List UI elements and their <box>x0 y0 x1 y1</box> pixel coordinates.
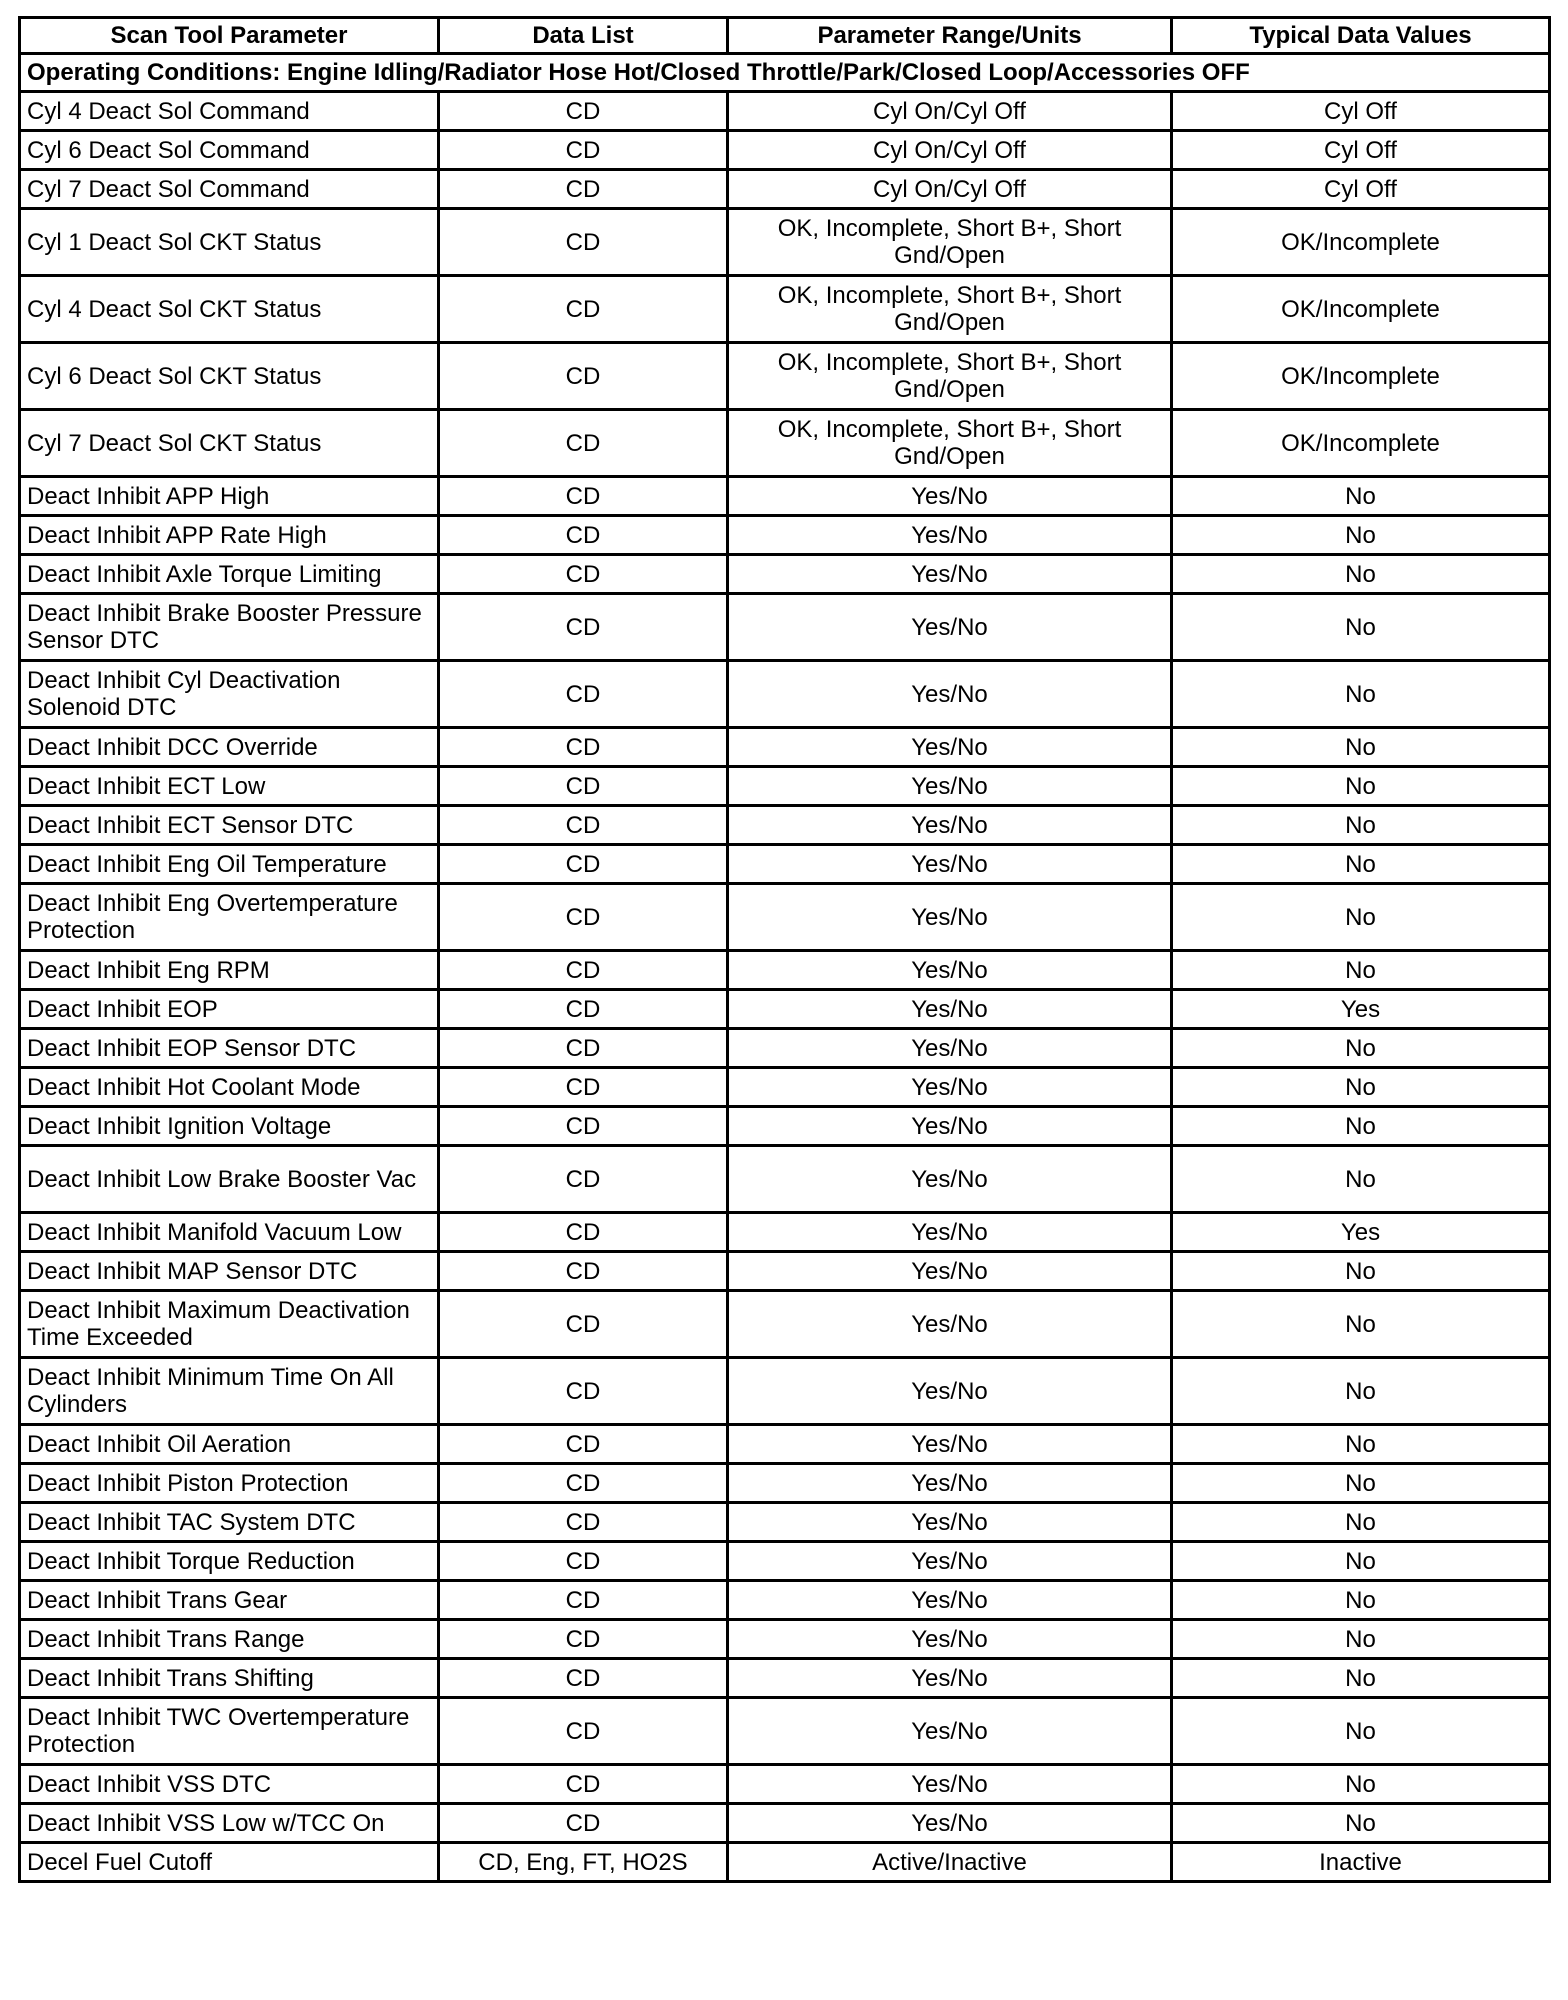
typical-value-cell: No <box>1172 1146 1550 1213</box>
parameter-cell: Deact Inhibit Trans Shifting <box>20 1659 439 1698</box>
table-row <box>20 1358 1550 1425</box>
parameter-range-cell: Yes/No <box>728 661 1172 728</box>
parameter-range-cell: Yes/No <box>728 845 1172 884</box>
parameter-cell: Deact Inhibit Axle Torque Limiting <box>20 555 439 594</box>
parameter-cell: Cyl 6 Deact Sol Command <box>20 131 439 170</box>
parameter-range-cell: Yes/No <box>728 1252 1172 1291</box>
data-list-cell: CD <box>439 1029 728 1068</box>
typical-value-cell: No <box>1172 767 1550 806</box>
table-row <box>20 951 1550 990</box>
typical-value-cell: No <box>1172 594 1550 661</box>
table-row <box>20 661 1550 728</box>
parameter-range-cell: Yes/No <box>728 1581 1172 1620</box>
data-list-cell: CD <box>439 1542 728 1581</box>
table-row <box>20 1291 1550 1358</box>
data-list-cell: CD <box>439 1581 728 1620</box>
typical-value-cell: OK/Incomplete <box>1172 343 1550 410</box>
table-row <box>20 1581 1550 1620</box>
typical-value-cell: Inactive <box>1172 1843 1550 1882</box>
data-list-cell: CD <box>439 1252 728 1291</box>
typical-value-cell: No <box>1172 1659 1550 1698</box>
data-list-cell: CD <box>439 594 728 661</box>
data-list-cell: CD <box>439 1146 728 1213</box>
operating-conditions: Operating Conditions: Engine Idling/Radiator Hose Hot/Closed Throttle/Park/Closed Loop/Accessories OFF <box>20 54 1550 92</box>
parameter-range-cell: Yes/No <box>728 1765 1172 1804</box>
parameter-cell: Deact Inhibit Trans Range <box>20 1620 439 1659</box>
table-row <box>20 131 1550 170</box>
parameter-range-cell: Yes/No <box>728 990 1172 1029</box>
header-data-list: Data List <box>439 18 728 54</box>
data-list-cell: CD <box>439 884 728 951</box>
parameter-range-cell: Yes/No <box>728 1029 1172 1068</box>
typical-value-cell: No <box>1172 806 1550 845</box>
typical-value-cell: No <box>1172 1581 1550 1620</box>
table-row <box>20 343 1550 410</box>
parameter-cell: Deact Inhibit VSS DTC <box>20 1765 439 1804</box>
table-row <box>20 845 1550 884</box>
parameter-cell: Deact Inhibit APP Rate High <box>20 516 439 555</box>
data-list-cell: CD <box>439 1503 728 1542</box>
data-list-cell: CD <box>439 1620 728 1659</box>
table-row <box>20 1464 1550 1503</box>
typical-value-cell: No <box>1172 1252 1550 1291</box>
table-row <box>20 1765 1550 1804</box>
table-row <box>20 1804 1550 1843</box>
typical-value-cell: No <box>1172 1358 1550 1425</box>
scan-tool-data-table <box>18 16 1551 1883</box>
table-row <box>20 410 1550 477</box>
typical-value-cell: No <box>1172 477 1550 516</box>
typical-value-cell: Cyl Off <box>1172 170 1550 209</box>
parameter-cell: Deact Inhibit Piston Protection <box>20 1464 439 1503</box>
table-row <box>20 1843 1550 1882</box>
table-row <box>20 276 1550 343</box>
parameter-range-cell: OK, Incomplete, Short B+, Short Gnd/Open <box>728 410 1172 477</box>
parameter-range-cell: Active/Inactive <box>728 1843 1172 1882</box>
parameter-range-cell: Cyl On/Cyl Off <box>728 131 1172 170</box>
parameter-cell: Deact Inhibit MAP Sensor DTC <box>20 1252 439 1291</box>
parameter-range-cell: Yes/No <box>728 951 1172 990</box>
table-row <box>20 477 1550 516</box>
parameter-range-cell: Yes/No <box>728 1698 1172 1765</box>
typical-value-cell: No <box>1172 1029 1550 1068</box>
data-list-cell: CD <box>439 477 728 516</box>
parameter-range-cell: Yes/No <box>728 1358 1172 1425</box>
parameter-cell: Deact Inhibit Maximum Deactivation Time Exceeded <box>20 1291 439 1358</box>
parameter-range-cell: Yes/No <box>728 1542 1172 1581</box>
parameter-range-cell: Yes/No <box>728 767 1172 806</box>
table-row <box>20 1659 1550 1698</box>
parameter-cell: Cyl 1 Deact Sol CKT Status <box>20 209 439 276</box>
table-row <box>20 92 1550 131</box>
parameter-range-cell: Yes/No <box>728 1503 1172 1542</box>
data-list-cell: CD <box>439 1425 728 1464</box>
typical-value-cell: No <box>1172 1291 1550 1358</box>
data-list-cell: CD <box>439 410 728 477</box>
parameter-cell: Deact Inhibit TAC System DTC <box>20 1503 439 1542</box>
table-row <box>20 884 1550 951</box>
parameter-cell: Deact Inhibit Hot Coolant Mode <box>20 1068 439 1107</box>
typical-value-cell: No <box>1172 884 1550 951</box>
parameter-cell: Cyl 4 Deact Sol Command <box>20 92 439 131</box>
header-scan-tool-parameter: Scan Tool Parameter <box>20 18 439 54</box>
table-row <box>20 516 1550 555</box>
parameter-cell: Deact Inhibit Torque Reduction <box>20 1542 439 1581</box>
data-list-cell: CD, Eng, FT, HO2S <box>439 1843 728 1882</box>
typical-value-cell: No <box>1172 1464 1550 1503</box>
table-row <box>20 170 1550 209</box>
parameter-range-cell: Yes/No <box>728 1146 1172 1213</box>
data-list-cell: CD <box>439 343 728 410</box>
data-list-cell: CD <box>439 1698 728 1765</box>
parameter-cell: Deact Inhibit VSS Low w/TCC On <box>20 1804 439 1843</box>
table-row <box>20 990 1550 1029</box>
header-row <box>20 18 1550 54</box>
parameter-cell: Cyl 7 Deact Sol CKT Status <box>20 410 439 477</box>
data-list-cell: CD <box>439 990 728 1029</box>
parameter-range-cell: Yes/No <box>728 728 1172 767</box>
typical-value-cell: Yes <box>1172 1213 1550 1252</box>
typical-value-cell: No <box>1172 1765 1550 1804</box>
data-list-cell: CD <box>439 661 728 728</box>
typical-value-cell: No <box>1172 661 1550 728</box>
table-row <box>20 1146 1550 1213</box>
typical-value-cell: No <box>1172 1804 1550 1843</box>
typical-value-cell: Cyl Off <box>1172 92 1550 131</box>
parameter-range-cell: Yes/No <box>728 1804 1172 1843</box>
table-row <box>20 1503 1550 1542</box>
parameter-range-cell: Yes/No <box>728 555 1172 594</box>
parameter-cell: Deact Inhibit Cyl Deactivation Solenoid DTC <box>20 661 439 728</box>
header-typical-values: Typical Data Values <box>1172 18 1550 54</box>
data-list-cell: CD <box>439 951 728 990</box>
parameter-range-cell: Yes/No <box>728 1213 1172 1252</box>
parameter-cell: Deact Inhibit APP High <box>20 477 439 516</box>
parameter-cell: Decel Fuel Cutoff <box>20 1843 439 1882</box>
data-list-cell: CD <box>439 209 728 276</box>
parameter-cell: Deact Inhibit Ignition Voltage <box>20 1107 439 1146</box>
parameter-range-cell: Yes/No <box>728 477 1172 516</box>
parameter-cell: Cyl 4 Deact Sol CKT Status <box>20 276 439 343</box>
data-list-cell: CD <box>439 1464 728 1503</box>
table-row <box>20 1542 1550 1581</box>
table-row <box>20 1107 1550 1146</box>
data-list-cell: CD <box>439 728 728 767</box>
parameter-cell: Deact Inhibit Manifold Vacuum Low <box>20 1213 439 1252</box>
table-row <box>20 1252 1550 1291</box>
table-row <box>20 209 1550 276</box>
typical-value-cell: Cyl Off <box>1172 131 1550 170</box>
typical-value-cell: OK/Incomplete <box>1172 276 1550 343</box>
parameter-range-cell: Yes/No <box>728 1620 1172 1659</box>
data-list-cell: CD <box>439 555 728 594</box>
data-list-cell: CD <box>439 1358 728 1425</box>
table-row <box>20 767 1550 806</box>
table-row <box>20 1213 1550 1252</box>
parameter-cell: Deact Inhibit Low Brake Booster Vac <box>20 1146 439 1213</box>
typical-value-cell: No <box>1172 516 1550 555</box>
typical-value-cell: No <box>1172 1620 1550 1659</box>
parameter-cell: Deact Inhibit EOP <box>20 990 439 1029</box>
table-row <box>20 1068 1550 1107</box>
parameter-range-cell: OK, Incomplete, Short B+, Short Gnd/Open <box>728 276 1172 343</box>
parameter-cell: Deact Inhibit Eng Overtemperature Protection <box>20 884 439 951</box>
parameter-cell: Deact Inhibit Trans Gear <box>20 1581 439 1620</box>
parameter-range-cell: Yes/No <box>728 884 1172 951</box>
typical-value-cell: OK/Incomplete <box>1172 209 1550 276</box>
parameter-cell: Deact Inhibit ECT Low <box>20 767 439 806</box>
typical-value-cell: No <box>1172 1503 1550 1542</box>
table-row <box>20 1698 1550 1765</box>
data-list-cell: CD <box>439 1107 728 1146</box>
parameter-range-cell: OK, Incomplete, Short B+, Short Gnd/Open <box>728 209 1172 276</box>
typical-value-cell: Yes <box>1172 990 1550 1029</box>
parameter-range-cell: Yes/No <box>728 594 1172 661</box>
table-row <box>20 1029 1550 1068</box>
data-list-cell: CD <box>439 131 728 170</box>
typical-value-cell: No <box>1172 951 1550 990</box>
parameter-range-cell: Yes/No <box>728 1464 1172 1503</box>
parameter-range-cell: Yes/No <box>728 806 1172 845</box>
parameter-cell: Deact Inhibit TWC Overtemperature Protection <box>20 1698 439 1765</box>
parameter-cell: Deact Inhibit Minimum Time On All Cylinders <box>20 1358 439 1425</box>
typical-value-cell: No <box>1172 1107 1550 1146</box>
parameter-cell: Deact Inhibit EOP Sensor DTC <box>20 1029 439 1068</box>
data-list-cell: CD <box>439 1068 728 1107</box>
data-list-cell: CD <box>439 170 728 209</box>
typical-value-cell: No <box>1172 555 1550 594</box>
table-row <box>20 555 1550 594</box>
parameter-range-cell: Yes/No <box>728 1291 1172 1358</box>
parameter-cell: Cyl 7 Deact Sol Command <box>20 170 439 209</box>
table-row <box>20 1620 1550 1659</box>
typical-value-cell: No <box>1172 1425 1550 1464</box>
parameter-cell: Deact Inhibit DCC Override <box>20 728 439 767</box>
typical-value-cell: No <box>1172 845 1550 884</box>
parameter-cell: Deact Inhibit ECT Sensor DTC <box>20 806 439 845</box>
table-row <box>20 806 1550 845</box>
data-list-cell: CD <box>439 845 728 884</box>
parameter-range-cell: Cyl On/Cyl Off <box>728 170 1172 209</box>
header-parameter-range: Parameter Range/Units <box>728 18 1172 54</box>
data-list-cell: CD <box>439 1291 728 1358</box>
data-list-cell: CD <box>439 516 728 555</box>
parameter-range-cell: Yes/No <box>728 1425 1172 1464</box>
data-list-cell: CD <box>439 1659 728 1698</box>
data-list-cell: CD <box>439 806 728 845</box>
data-list-cell: CD <box>439 1804 728 1843</box>
parameter-cell: Deact Inhibit Oil Aeration <box>20 1425 439 1464</box>
data-list-cell: CD <box>439 92 728 131</box>
data-list-cell: CD <box>439 276 728 343</box>
table-body <box>20 54 1550 1882</box>
parameter-cell: Cyl 6 Deact Sol CKT Status <box>20 343 439 410</box>
typical-value-cell: No <box>1172 728 1550 767</box>
parameter-range-cell: Yes/No <box>728 1107 1172 1146</box>
parameter-range-cell: Yes/No <box>728 1068 1172 1107</box>
parameter-range-cell: Cyl On/Cyl Off <box>728 92 1172 131</box>
data-list-cell: CD <box>439 767 728 806</box>
data-list-cell: CD <box>439 1765 728 1804</box>
operating-conditions-row <box>20 54 1550 92</box>
parameter-range-cell: Yes/No <box>728 516 1172 555</box>
table-row <box>20 728 1550 767</box>
typical-value-cell: No <box>1172 1542 1550 1581</box>
parameter-cell: Deact Inhibit Brake Booster Pressure Sensor DTC <box>20 594 439 661</box>
parameter-cell: Deact Inhibit Eng RPM <box>20 951 439 990</box>
data-list-cell: CD <box>439 1213 728 1252</box>
typical-value-cell: No <box>1172 1068 1550 1107</box>
parameter-range-cell: OK, Incomplete, Short B+, Short Gnd/Open <box>728 343 1172 410</box>
parameter-cell: Deact Inhibit Eng Oil Temperature <box>20 845 439 884</box>
table-row <box>20 1425 1550 1464</box>
typical-value-cell: No <box>1172 1698 1550 1765</box>
table-row <box>20 594 1550 661</box>
typical-value-cell: OK/Incomplete <box>1172 410 1550 477</box>
parameter-range-cell: Yes/No <box>728 1659 1172 1698</box>
